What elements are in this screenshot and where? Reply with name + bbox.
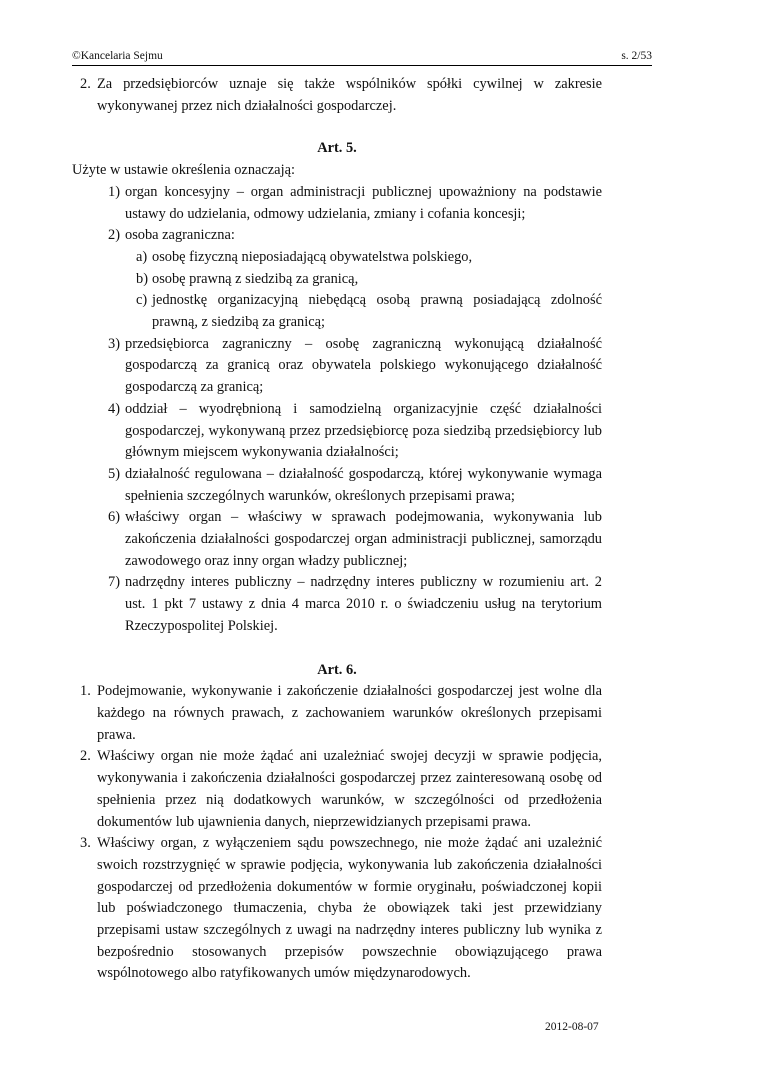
- paragraph-number: 2.: [80, 748, 91, 765]
- paragraph-number: 3.: [80, 835, 91, 852]
- art5-item-7: [72, 572, 602, 637]
- art6-paragraph-3: [72, 833, 602, 985]
- item-text: organ koncesyjny – organ administracji publicznej upoważniony na podstawie ustawy do udzielania, odmowy udzielania, zmiany i cofania koncesji;: [125, 183, 602, 222]
- item-text: osoba zagraniczna:: [125, 227, 235, 244]
- item-text: nadrzędny interes publiczny – nadrzędny interes publiczny w rozumieniu art. 2 ust. 1 pkt 7 ustawy z dnia 4 marca 2010 r. o świadczeniu usług na terytorium Rzeczypospolitej Polskiej.: [125, 574, 602, 634]
- art5-item-3: [72, 334, 602, 399]
- art4-paragraph-2: [72, 74, 602, 117]
- document-date: 2012-08-07: [545, 1021, 599, 1033]
- item-text: właściwy organ – właściwy w sprawach podejmowania, wykonywania lub zakończenia działalności gospodarczej organ administracji publicznej, samorządu zawodowego oraz inny organ władzy publicznej;: [125, 509, 602, 569]
- item-text: oddział – wyodrębnioną i samodzielną organizacyjnie część działalności gospodarczej, wykonywaną przez przedsiębiorcę poza siedzibą przedsiębiorcy lub głównym miejscem wykonywania działalności;: [125, 400, 602, 461]
- item-text: przedsiębiorca zagraniczny – osobę zagraniczną wykonującą działalność gospodarczą za granicą oraz obywatela polskiego wykonującego działalność gospodarczą za granicą;: [125, 335, 602, 396]
- art6-paragraph-1: [72, 681, 602, 746]
- subitem-text: osobę fizyczną nieposiadającą obywatelstwa polskiego,: [152, 248, 473, 265]
- art5-subitem-c: [72, 290, 602, 333]
- publisher-label: ©Kancelaria Sejmu: [72, 50, 163, 62]
- paragraph-text: Za przedsiębiorców uznaje się także wspólników spółki cywilnej w zakresie wykonywanej przez nich działalności gospodarczej.: [97, 76, 602, 114]
- item-number: 3): [108, 335, 120, 352]
- art5-item-6: [72, 507, 602, 572]
- art5-intro: Użyte w ustawie określenia oznaczają:: [72, 162, 295, 179]
- document-body: [72, 74, 602, 985]
- subitem-text: osobę prawną z siedzibą za granicą,: [152, 270, 359, 287]
- item-number: 7): [108, 574, 120, 591]
- art5-item-5: [72, 464, 602, 507]
- item-text: działalność regulowana – działalność gospodarczą, której wykonywanie wymaga spełnienia szczególnych warunków, określonych przepisami prawa;: [125, 465, 602, 504]
- paragraph-number: 1.: [80, 683, 91, 700]
- art5-subitem-a: [72, 247, 602, 269]
- art5-subitem-b: [72, 269, 602, 291]
- item-number: 1): [108, 183, 120, 200]
- art5-heading: Art. 5.: [317, 140, 357, 157]
- item-number: 4): [108, 400, 120, 417]
- paragraph-text: Podejmowanie, wykonywanie i zakończenie działalności gospodarczej jest wolne dla każdego na równych prawach, z zachowaniem warunków określonych przepisami prawa.: [97, 683, 602, 743]
- art5-item-4: [72, 399, 602, 464]
- item-number: 6): [108, 509, 120, 526]
- page-number: s. 2/53: [621, 50, 652, 62]
- page-header: [72, 49, 652, 66]
- art5-item-1: [72, 182, 602, 225]
- art6-paragraph-2: [72, 746, 602, 833]
- subitem-letter: c): [136, 292, 148, 309]
- art6-heading: Art. 6.: [317, 661, 357, 678]
- subitem-letter: a): [136, 248, 148, 265]
- paragraph-text: Właściwy organ nie może żądać ani uzależniać swojej decyzji w sprawie podjęcia, wykonywania i zakończenia działalności gospodarczej przez zainteresowaną osobę od spełnienia przez nią dodatkowych warunków, w szczególności od przedłożenia dokumentów lub ujawnienia danych, nieprzewidzianych przepisami prawa.: [97, 748, 602, 830]
- subitem-text: jednostkę organizacyjną niebędącą osobą prawną posiadającą zdolność prawną, z siedzibą za granicą;: [152, 292, 602, 331]
- item-number: 2): [108, 227, 120, 244]
- paragraph-text: Właściwy organ, z wyłączeniem sądu powszechnego, nie może żądać ani uzależnić swoich rozstrzygnięć w sprawie podjęcia, wykonywania lub zakończenia działalności gospodarczej od przedłożenia dokumentów w formie oryginału, poświadczonej kopii lub poświadczonego tłumaczenia, chyba że obowiązek taki jest przewidziany przepisami ustaw szczególnych z uwagi na nadrzędny interes publiczny lub wynika z bezpośrednio stosowanych przepisów powszechnie obowiązującego prawa wspólnotowego albo ratyfikowanych umów międzynarodowych.: [97, 835, 602, 982]
- item-number: 5): [108, 465, 120, 482]
- subitem-letter: b): [136, 270, 148, 287]
- paragraph-number: 2.: [80, 76, 91, 92]
- art5-item-2: [72, 225, 602, 247]
